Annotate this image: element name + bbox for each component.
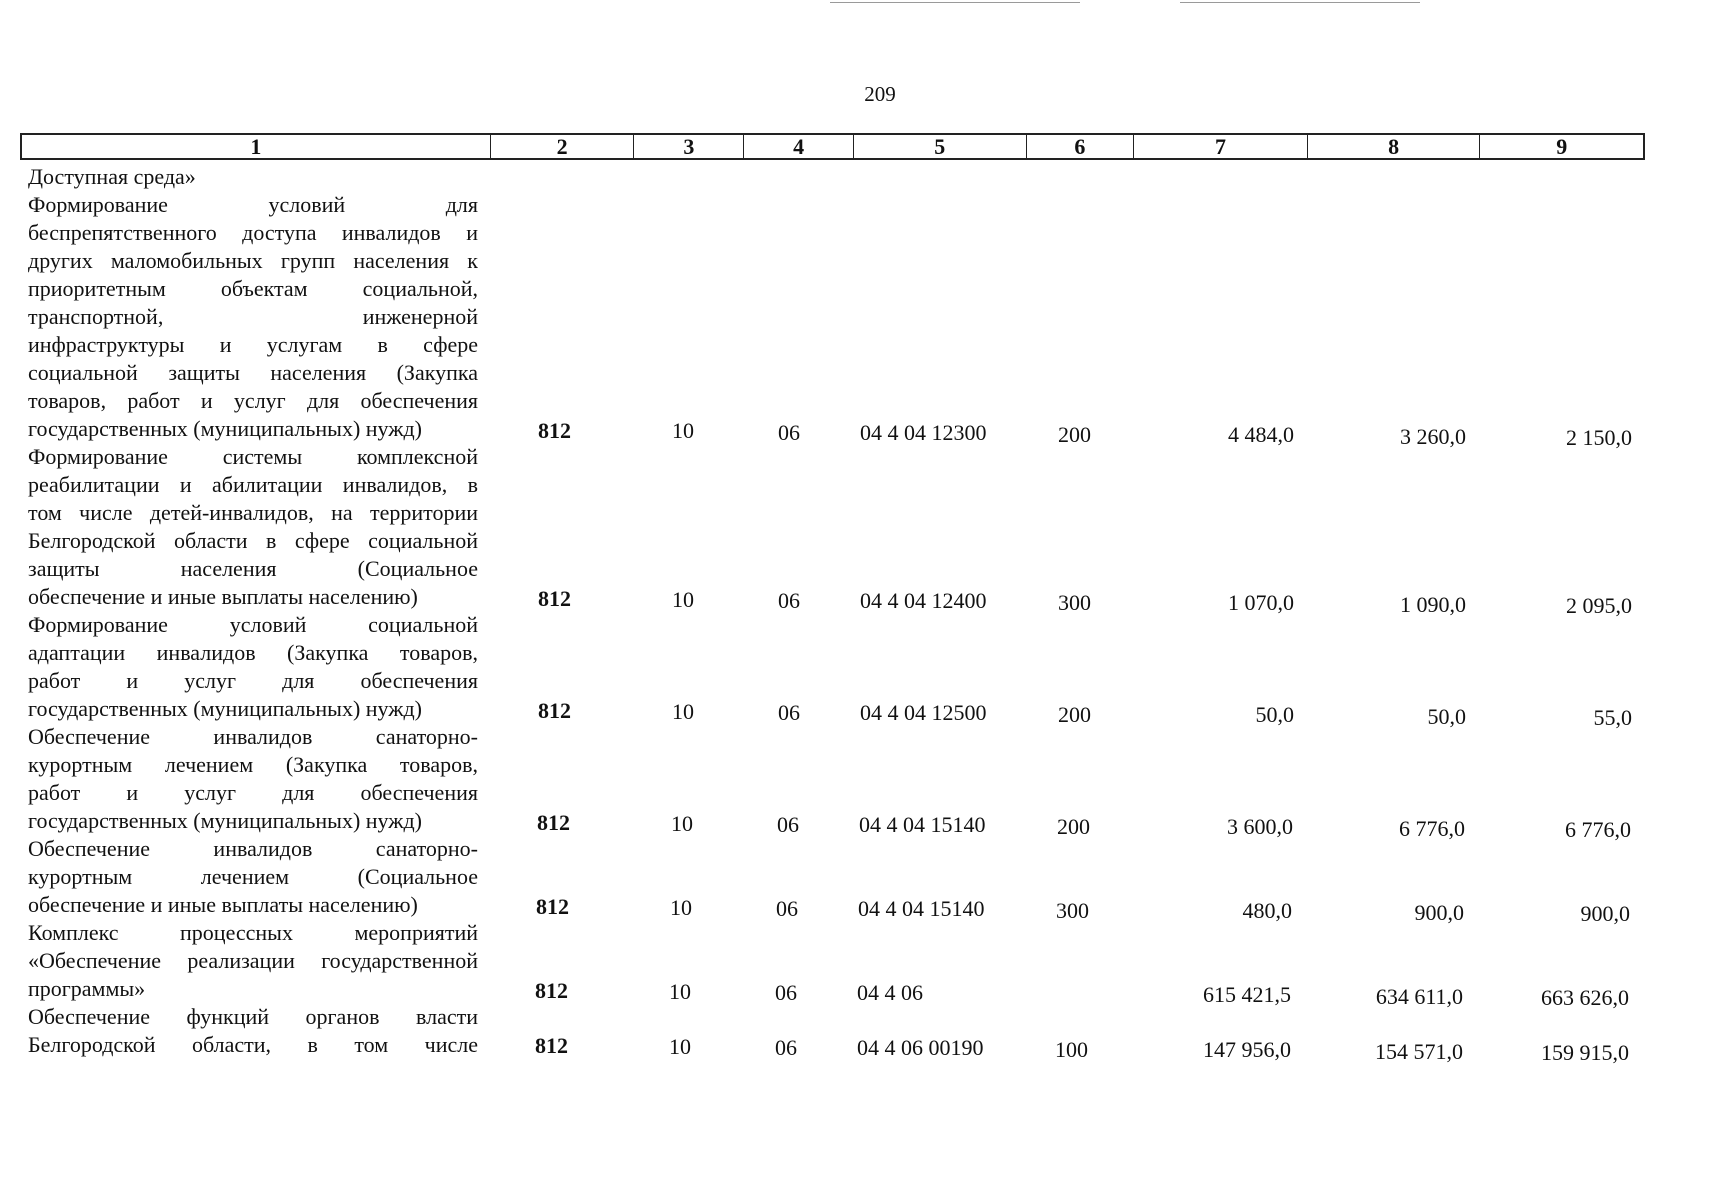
description-line: курортным лечением (Закупка товаров, xyxy=(28,752,478,777)
description-line: Формирование условий для xyxy=(28,192,478,217)
description-line: защиты населения (Социальное xyxy=(28,556,478,581)
table-row-description xyxy=(28,191,478,443)
table-row-description xyxy=(28,1003,478,1059)
cell-c3: 10 xyxy=(670,895,692,920)
cell-c9: 6 776,0 xyxy=(1565,817,1631,842)
description-line: товаров, работ и услуг для обеспечения xyxy=(28,388,478,413)
cell-c2: 812 xyxy=(536,894,569,919)
description-line: работ и услуг для обеспечения xyxy=(28,668,478,693)
cell-c6: 300 xyxy=(1058,590,1091,615)
cell-c4: 06 xyxy=(775,1035,797,1060)
cell-c7: 1 070,0 xyxy=(1228,590,1294,615)
cell-c9: 2 150,0 xyxy=(1566,425,1632,450)
header-cell: 4 xyxy=(744,135,854,158)
description-line: «Обеспечение реализации государственной xyxy=(28,948,478,973)
cell-c7: 615 421,5 xyxy=(1203,982,1291,1007)
cell-c4: 06 xyxy=(775,980,797,1005)
description-line: Формирование системы комплексной xyxy=(28,444,478,469)
description-line: Белгородской области в сфере социальной xyxy=(28,528,478,553)
header-cell: 3 xyxy=(634,135,744,158)
description-line: приоритетным объектам социальной, xyxy=(28,276,478,301)
cell-c6: 200 xyxy=(1058,702,1091,727)
cell-c6: 200 xyxy=(1058,422,1091,447)
cell-c6: 100 xyxy=(1055,1037,1088,1062)
description-line: беспрепятственного доступа инвалидов и xyxy=(28,220,478,245)
header-cell: 1 xyxy=(22,135,491,158)
description-line: обеспечение и иные выплаты населению) xyxy=(28,892,418,917)
header-cell: 2 xyxy=(491,135,635,158)
cell-c5: 04 4 06 xyxy=(857,980,923,1005)
description-line: реабилитации и абилитации инвалидов, в xyxy=(28,472,478,497)
cell-c8: 634 611,0 xyxy=(1375,984,1463,1009)
page-number: 209 xyxy=(864,82,896,106)
cell-c8: 900,0 xyxy=(1414,900,1464,925)
header-cell: 5 xyxy=(854,135,1027,158)
cell-c6: 300 xyxy=(1056,898,1089,923)
cell-c2: 812 xyxy=(538,418,571,443)
cell-c9: 663 626,0 xyxy=(1541,985,1629,1010)
cell-c3: 10 xyxy=(669,1034,691,1059)
description-line: транспортной, инженерной xyxy=(28,304,478,329)
cell-c3: 10 xyxy=(672,418,694,443)
table-row-description xyxy=(28,723,478,835)
cell-c7: 4 484,0 xyxy=(1228,422,1294,447)
description-line: Комплекс процессных мероприятий xyxy=(28,920,478,945)
cell-c2: 812 xyxy=(535,1033,568,1058)
description-line: адаптации инвалидов (Закупка товаров, xyxy=(28,640,478,665)
description-line: том числе детей-инвалидов, на территории xyxy=(28,500,478,525)
description-line: Обеспечение инвалидов санаторно- xyxy=(28,724,478,749)
cell-c5: 04 4 06 00190 xyxy=(857,1035,984,1060)
cell-c7: 50,0 xyxy=(1255,702,1294,727)
description-line: социальной защиты населения (Закупка xyxy=(28,360,478,385)
table-row-description xyxy=(28,443,478,611)
description-line: Белгородской области, в том числе xyxy=(28,1032,478,1057)
intro-line-text: Доступная среда» xyxy=(28,164,196,189)
description-line: программы» xyxy=(28,976,146,1001)
cell-c2: 812 xyxy=(538,586,571,611)
cell-c3: 10 xyxy=(672,699,694,724)
intro-line xyxy=(28,163,478,191)
cell-c5: 04 4 04 15140 xyxy=(858,896,985,921)
header-cell: 8 xyxy=(1308,135,1481,158)
table-row-description xyxy=(28,611,478,723)
description-line: курортным лечением (Социальное xyxy=(28,864,478,889)
header-cell: 9 xyxy=(1556,134,1568,159)
cell-c7: 480,0 xyxy=(1242,898,1292,923)
cell-c9: 55,0 xyxy=(1593,705,1632,730)
cell-c8: 154 571,0 xyxy=(1375,1039,1463,1064)
cell-c7: 3 600,0 xyxy=(1227,814,1293,839)
cell-c3: 10 xyxy=(671,811,693,836)
description-line: государственных (муниципальных) нужд) xyxy=(28,808,422,833)
table-header-row xyxy=(20,133,1645,160)
cell-c2: 812 xyxy=(537,810,570,835)
cell-c7: 147 956,0 xyxy=(1203,1037,1291,1062)
cell-c4: 06 xyxy=(777,812,799,837)
description-line: Обеспечение функций органов власти xyxy=(28,1004,478,1029)
cell-c6: 200 xyxy=(1057,814,1090,839)
cell-c8: 3 260,0 xyxy=(1400,424,1466,449)
description-line: Формирование условий социальной xyxy=(28,612,478,637)
table-row-description xyxy=(28,835,478,919)
cell-c4: 06 xyxy=(776,896,798,921)
description-line: Обеспечение инвалидов санаторно- xyxy=(28,836,478,861)
cell-c8: 1 090,0 xyxy=(1400,592,1466,617)
description-line: инфраструктуры и услугам в сфере xyxy=(28,332,478,357)
cell-c4: 06 xyxy=(778,420,800,445)
cell-c3: 10 xyxy=(669,979,691,1004)
cell-c3: 10 xyxy=(672,587,694,612)
cell-c5: 04 4 04 12300 xyxy=(860,420,987,445)
cell-c2: 812 xyxy=(538,698,571,723)
header-cell: 6 xyxy=(1027,135,1135,158)
table-row-description xyxy=(28,919,478,1003)
cell-c9: 159 915,0 xyxy=(1541,1040,1629,1065)
cell-c5: 04 4 04 12400 xyxy=(860,588,987,613)
cell-c9: 900,0 xyxy=(1580,901,1630,926)
cell-c2: 812 xyxy=(535,978,568,1003)
cell-c5: 04 4 04 15140 xyxy=(859,812,986,837)
description-line: работ и услуг для обеспечения xyxy=(28,780,478,805)
header-cell: 7 xyxy=(1134,135,1308,158)
cell-c9: 2 095,0 xyxy=(1566,593,1632,618)
cell-c8: 50,0 xyxy=(1427,704,1466,729)
description-line: государственных (муниципальных) нужд) xyxy=(28,416,422,441)
cell-c4: 06 xyxy=(778,588,800,613)
cell-c4: 06 xyxy=(778,700,800,725)
scan-artifact-line xyxy=(1180,2,1420,3)
cell-c8: 6 776,0 xyxy=(1399,816,1465,841)
cell-c5: 04 4 04 12500 xyxy=(860,700,987,725)
description-line: государственных (муниципальных) нужд) xyxy=(28,696,422,721)
description-line: других маломобильных групп населения к xyxy=(28,248,478,273)
scan-artifact-line xyxy=(830,2,1080,3)
description-line: обеспечение и иные выплаты населению) xyxy=(28,584,418,609)
